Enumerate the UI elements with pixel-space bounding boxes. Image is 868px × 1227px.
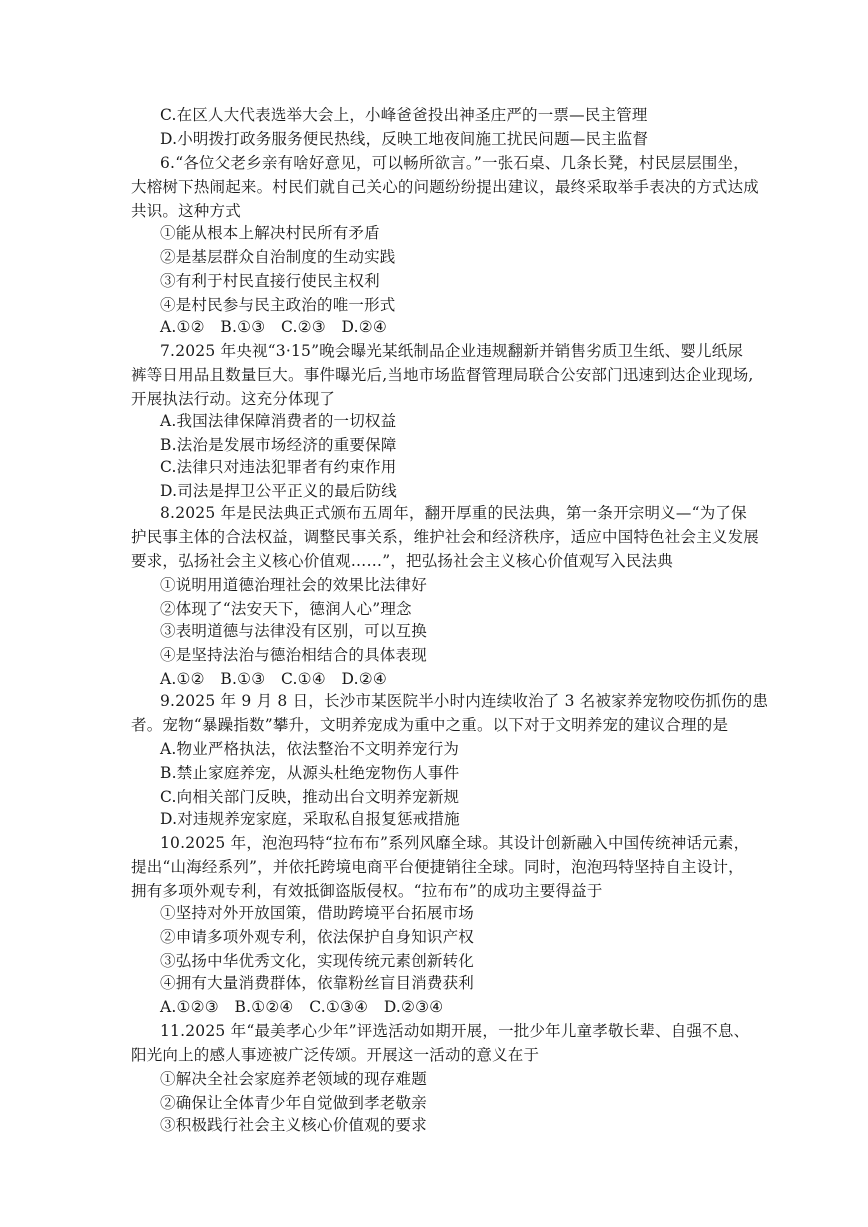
text-line: D.对违规养宠家庭，采取私自报复惩戒措施 (160, 810, 460, 828)
text-line: D.小明拨打政务服务便民热线，反映工地夜间施工扰民问题—民主监督 (160, 130, 649, 148)
text-line: 共识。这种方式 (131, 202, 241, 220)
text-line: C.法律只对违法犯罪者有约束作用 (160, 458, 397, 476)
text-line: ④是坚持法治与德治相结合的具体表现 (160, 646, 427, 664)
text-line: 拥有多项外观专利，有效抵御盗版侵权。“拉布布”的成功主要得益于 (131, 882, 603, 900)
text-line: ①能从根本上解决村民所有矛盾 (160, 224, 380, 242)
text-line: C.向相关部门反映，推动出台文明养宠新规 (160, 788, 460, 806)
text-line: 者。宠物“暴躁指数”攀升，文明养宠成为重中之重。以下对于文明养宠的建议合理的是 (131, 716, 729, 734)
text-line: 护民事主体的合法权益，调整民事关系，维护社会和经济秩序，适应中国特色社会主义发展 (131, 528, 760, 546)
text-line: 开展执法行动。这充分体现了 (131, 390, 336, 408)
text-line: 7.2025 年央视“3·15”晚会曝光某纸制品企业违规翻新并销售劣质卫生纸、婴儿纸尿 (160, 342, 744, 360)
text-line: ②是基层群众自治制度的生动实践 (160, 248, 396, 266)
text-line: ③积极践行社会主义核心价值观的要求 (160, 1116, 427, 1134)
text-line: ①解决全社会家庭养老领域的现存难题 (160, 1070, 427, 1088)
text-line: B.禁止家庭养宠，从源头杜绝宠物伤人事件 (160, 764, 460, 782)
text-line: A.①② B.①③ C.②③ D.②④ (160, 318, 387, 336)
text-line: ②申请多项外观专利，依法保护自身知识产权 (160, 928, 475, 946)
text-line: 10.2025 年，泡泡玛特“拉布布”系列风靡全球。其设计创新融入中国传统神话元素， (160, 834, 750, 852)
text-line: A.我国法律保障消费者的一切权益 (160, 412, 397, 430)
text-line: 阳光向上的感人事迹被广泛传颂。开展这一活动的意义在于 (131, 1046, 540, 1064)
text-line: ②确保让全体青少年自觉做到孝老敬亲 (160, 1094, 427, 1112)
text-line: C.在区人大代表选举大会上，小峰爸爸投出神圣庄严的一票—民主管理 (160, 106, 648, 124)
text-line: B.法治是发展市场经济的重要保障 (160, 436, 397, 454)
text-line: D.司法是捍卫公平正义的最后防线 (160, 482, 398, 500)
text-line: ④拥有大量消费群体，依靠粉丝盲目消费获利 (160, 974, 475, 992)
text-line: ④是村民参与民主政治的唯一形式 (160, 296, 396, 314)
text-line: A.①②③ B.①②④ C.①③④ D.②③④ (160, 998, 444, 1016)
text-line: ①坚持对外开放国策，借助跨境平台拓展市场 (160, 904, 475, 922)
text-line: ③表明道德与法律没有区别，可以互换 (160, 622, 427, 640)
text-line: ②体现了“法安天下，德润人心”理念 (160, 600, 412, 618)
text-line: 提出“山海经系列”，并依托跨境电商平台便捷销往全球。同时，泡泡玛特坚持自主设计， (131, 858, 744, 876)
text-line: 大榕树下热闹起来。村民们就自己关心的问题纷纷提出建议，最终采取举手表决的方式达成 (131, 178, 760, 196)
text-line: ③弘扬中华优秀文化，实现传统元素创新转化 (160, 952, 475, 970)
text-line: A.①② B.①③ C.①④ D.②④ (160, 670, 387, 688)
text-line: 裤等日用品且数量巨大。事件曝光后,当地市场监督管理局联合公安部门迅速到达企业现场, (131, 366, 754, 384)
text-line: 6.“各位父老乡亲有啥好意见，可以畅所欲言。”一张石桌、几条长凳，村民层层围坐， (160, 154, 749, 172)
text-line: 要求，弘扬社会主义核心价值观……”，把弘扬社会主义核心价值观写入民法典 (131, 552, 673, 570)
text-line: A.物业严格执法，依法整治不文明养宠行为 (160, 740, 460, 758)
text-line: 11.2025 年“最美孝心少年”评选活动如期开展，一批少年儿童孝敬长辈、自强不息、 (160, 1022, 750, 1040)
text-line: 9.2025 年 9 月 8 日，长沙市某医院半小时内连续收治了 3 名被家养宠物咬伤抓伤的患 (160, 692, 769, 710)
text-line: 8.2025 年是民法典正式颁布五周年，翻开厚重的民法典，第一条开宗明义—“为了保 (160, 504, 747, 522)
text-line: ①说明用道德治理社会的效果比法律好 (160, 576, 427, 594)
text-line: ③有利于村民直接行使民主权利 (160, 272, 380, 290)
